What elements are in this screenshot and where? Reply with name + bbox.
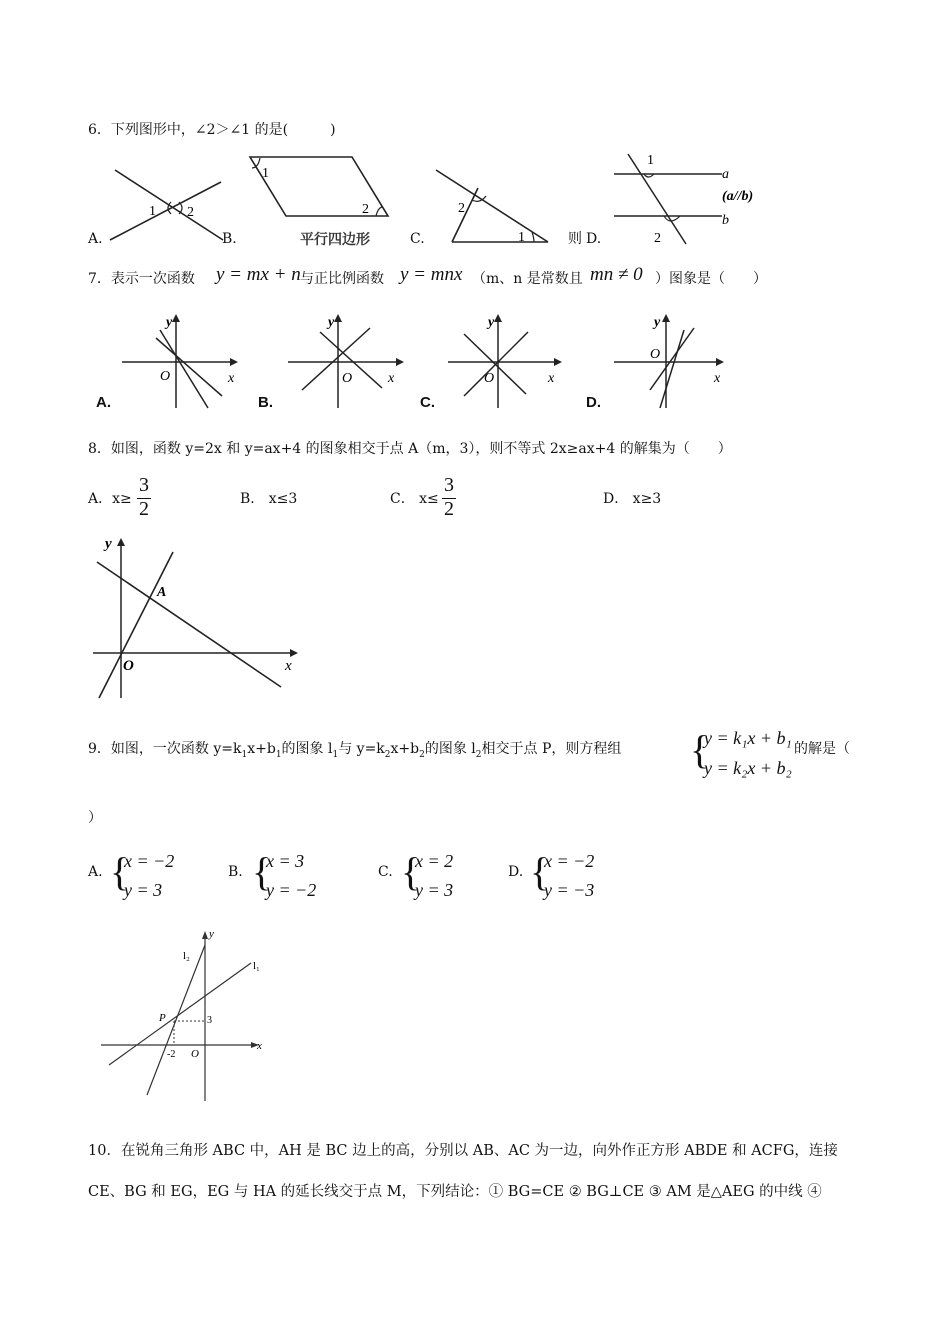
q8-option-c-denominator: 2 — [444, 498, 454, 520]
q9-system-brace: { — [690, 727, 710, 772]
svg-text:x: x — [714, 371, 721, 386]
q8-option-c-prefix: C． x≤ — [390, 491, 439, 507]
q9-system-line-2: y = k₂x + b₂ — [704, 758, 792, 778]
q8-option-c-numerator: 3 — [444, 474, 454, 496]
q7-figure-c — [420, 310, 580, 415]
q6d-label-2: 2 — [654, 231, 661, 246]
q6-option-d-label: D. — [586, 231, 602, 247]
q7-condition: mn ≠ 0 — [590, 264, 643, 285]
q10-line-1: 10．在锐角三角形 ABC 中，AH 是 BC 边上的高，分别以 AB、AC 为一边，向外作正方形 ABDE 和 ACFG，连接 — [88, 1143, 838, 1159]
q7-equation-proportional: y = mnx — [400, 264, 463, 285]
q6-stem: 6．下列图形中，∠2＞∠1 的是( ) — [88, 122, 336, 138]
q9-option-c-brace: { — [401, 849, 421, 894]
q9-figure — [95, 925, 275, 1105]
svg-text:x: x — [257, 1040, 262, 1052]
q9-system-line-1: y = k₁x + b₁ — [704, 728, 792, 748]
svg-text:y: y — [105, 536, 112, 552]
q8-option-b: B． x≤3 — [240, 491, 298, 507]
q6d-label-1: 1 — [647, 153, 654, 168]
svg-text:y: y — [209, 928, 214, 940]
q6-figure-b-caption: 平行四边形 — [300, 231, 370, 247]
q8-option-a-denominator: 2 — [139, 498, 149, 520]
svg-text:O: O — [191, 1048, 199, 1060]
q6a-label-1: 1 — [149, 204, 156, 219]
q6-figure-c — [428, 160, 558, 248]
q7-option-d-label: D. — [586, 394, 601, 411]
q6b-label-1: 1 — [262, 166, 269, 181]
svg-text:y: y — [654, 315, 661, 330]
q7-option-a-label: A. — [96, 394, 111, 411]
q6a-line-2 — [110, 182, 221, 240]
q6c-label-1: 1 — [518, 230, 525, 245]
svg-text:-2: -2 — [167, 1049, 176, 1060]
svg-text:O: O — [160, 369, 171, 384]
svg-text:3: 3 — [207, 1015, 212, 1026]
q7-figure-a — [90, 310, 250, 415]
q8-stem: 8．如图，函数 y=2x 和 y=ax+4 的图象相交于点 A（m，3），则不等式 2x≥ax+4 的解集为（ ） — [88, 441, 732, 457]
q7-option-c-label: C. — [420, 394, 435, 411]
q9-option-a-y: y = 3 — [124, 880, 163, 900]
q7-equation-linear: y = mx + n — [216, 264, 301, 285]
svg-text:O: O — [650, 347, 661, 362]
svg-text:O: O — [342, 371, 353, 386]
q8-option-d: D． x≥3 — [603, 491, 662, 507]
svg-text:P: P — [159, 1012, 166, 1024]
svg-text:O: O — [484, 371, 495, 386]
svg-text:x: x — [548, 371, 555, 386]
q8-option-a-prefix: A．x≥ — [88, 491, 132, 507]
svg-text:x: x — [388, 371, 395, 386]
q9-line-l1 — [109, 963, 251, 1065]
q9-option-b-label: B. — [228, 864, 243, 880]
q9-option-b-brace: { — [252, 849, 272, 894]
q9-option-a-label: A. — [88, 864, 103, 880]
q9-stem-prefix: 9．如图，一次函数 $y=k_1x+b_1$的图象 $l_1$与 $y=k_2x+b_2$的图象 $l_2$相交于点 P，则方程组 — [88, 741, 622, 760]
q9-option-c-y: y = 3 — [415, 880, 454, 900]
q6b-label-2: 2 — [362, 202, 369, 217]
q9-option-d-x: x = −2 — [544, 851, 595, 871]
svg-text:x: x — [228, 371, 235, 386]
q6c-label-2: 2 — [458, 201, 465, 216]
q10-line-2: CE、BG 和 EG，EG 与 HA 的延长线交于点 M，下列结论：① BG=CE ② BG⊥CE ③ AM 是△AEG 的中线 ④ — [88, 1184, 822, 1200]
q9-option-b-y: y = −2 — [266, 880, 317, 900]
q9-option-b-x: x = 3 — [266, 851, 305, 871]
svg-text:y: y — [166, 315, 173, 330]
q9-option-d-label: D. — [508, 864, 524, 880]
svg-text:A: A — [157, 585, 167, 600]
q7-figure-b — [258, 310, 418, 415]
q9-option-d-brace: { — [530, 849, 550, 894]
q6-figure-b — [240, 150, 400, 225]
q7-stem-prefix: 7．表示一次函数 — [88, 271, 195, 287]
q6-option-a-label: A. — [88, 231, 103, 247]
q6d-label-a: a — [722, 167, 729, 182]
q9-stem-close: ） — [88, 810, 102, 826]
q6-figure-d — [610, 150, 780, 250]
svg-text:O: O — [123, 658, 134, 674]
q8-line-y-2x — [99, 552, 173, 698]
q7-option-b-label: B. — [258, 394, 273, 411]
q8-option-a-numerator: 3 — [139, 474, 149, 496]
q8-figure — [85, 530, 310, 705]
q9-option-c-x: x = 2 — [415, 851, 454, 871]
q9-option-a-brace: { — [110, 849, 130, 894]
svg-text:y: y — [328, 315, 335, 330]
q6d-label-b: b — [722, 213, 729, 228]
q6-option-b-label: B. — [222, 231, 237, 247]
svg-text:l₂: l₂ — [183, 950, 190, 962]
q6-option-c-label: C. — [410, 231, 425, 247]
q6-figure-a — [105, 160, 235, 245]
svg-text:y: y — [488, 315, 495, 330]
q7-figure-d — [596, 310, 756, 415]
svg-text:x: x — [285, 658, 292, 674]
q6-option-d-prefix: 则 — [568, 231, 582, 247]
q7-stem-suffix: ）图象是（ ） — [655, 271, 767, 287]
q9-stem-suffix: 的解是（ — [794, 741, 850, 757]
q6d-parallel-note: (a//b) — [722, 189, 754, 204]
q9-option-d-y: y = −3 — [544, 880, 595, 900]
q9-option-c-label: C. — [378, 864, 393, 880]
q7-stem-condition-prefix: （m、n 是常数且 — [472, 271, 583, 287]
q6a-label-2: 2 — [187, 205, 194, 220]
q9-line-l2 — [147, 945, 205, 1095]
svg-text:l₁: l₁ — [253, 960, 260, 972]
q7-stem-middle: 与正比例函数 — [300, 271, 384, 287]
q9-option-a-x: x = −2 — [124, 851, 175, 871]
